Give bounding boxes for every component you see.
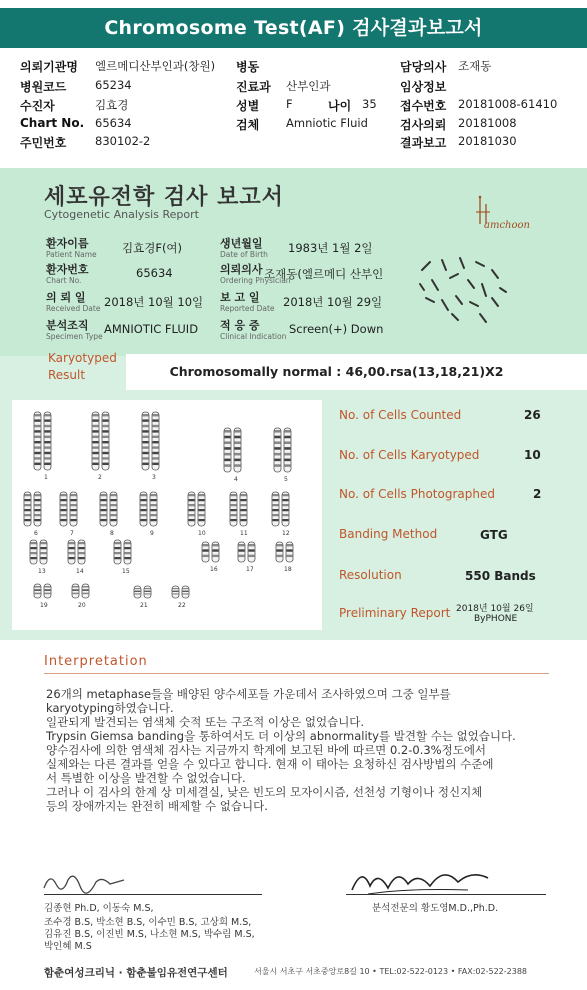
chromosome-icon xyxy=(34,492,41,526)
dept-label: 진료과 xyxy=(236,80,271,94)
chromosome-icon xyxy=(102,412,109,470)
hospital-label: 의뢰기관명 xyxy=(20,60,78,74)
chromosome-number-label: 1 xyxy=(44,474,48,481)
specimen-type-value: AMNIOTIC FLUID xyxy=(104,322,199,336)
interpretation-line: Trypsin Giemsa banding을 통하여서도 더 이상의 abnormality를 발견할 수는 없었습니다. xyxy=(46,729,516,743)
chromosome-icon xyxy=(40,540,47,564)
interpretation-title: Interpretation xyxy=(44,654,148,669)
chromosome-icon xyxy=(142,412,149,470)
staff-line: 김종현 Ph.D, 이동숙 M.S, xyxy=(44,903,154,914)
ward-label: 병동 xyxy=(236,60,260,74)
preliminary-date: 2018년 10월 26일 xyxy=(456,604,534,614)
interpretation-text xyxy=(46,687,556,813)
received-label: 의 뢰 일 Received Date xyxy=(46,291,101,313)
chromosome-icon xyxy=(34,584,41,598)
specimen-value: Amniotic Fluid xyxy=(286,116,368,130)
footer-address: 서울시 서초구 서초중앙로8길 10 • TEL:02-522-0123 • FAX:02-522-2388 xyxy=(254,967,528,976)
doctor-value: 조재동 xyxy=(458,59,492,73)
preliminary-by: ByPHONE xyxy=(474,614,518,624)
hamchoon-logo-text: amchoon xyxy=(484,220,530,231)
chromosome-icon xyxy=(140,492,147,526)
chromosome-number-label: 11 xyxy=(240,530,248,537)
chromosome-icon xyxy=(182,586,189,598)
chromosome-icon xyxy=(248,542,255,562)
sex-label: 성별 xyxy=(236,99,260,113)
cells-karyotyped-value: 10 xyxy=(524,448,541,462)
chromosome-icon xyxy=(34,412,41,470)
chromosome-number-label: 7 xyxy=(70,530,74,537)
patient-name-label: 환자이름 Patient Name xyxy=(46,237,97,259)
received-value: 2018년 10월 10일 xyxy=(104,295,204,309)
chromosome-icon xyxy=(24,492,31,526)
chromosome-icon xyxy=(124,540,131,564)
chromosome-icon xyxy=(224,428,231,472)
chromosome-icon xyxy=(44,584,51,598)
chromosome-icon xyxy=(68,540,75,564)
interpretation-line: 서 특별한 이상을 발견할 수 없었습니다. xyxy=(46,771,246,785)
chart-no-value: 65634 xyxy=(136,266,173,280)
chromosome-icon xyxy=(240,492,247,526)
patient-value: 김효경 xyxy=(95,98,129,112)
reception-label: 접수번호 xyxy=(400,99,447,113)
chromosome-number-label: 21 xyxy=(140,602,148,609)
doctor-label: 담당의사 xyxy=(400,60,447,74)
age-value: 35 xyxy=(362,97,377,111)
chromosome-icon xyxy=(274,428,281,472)
staff-line: 박인혜 M.S xyxy=(44,941,92,952)
report-title-bar: Chromosome Test(AF) 검사결과보고서 xyxy=(0,8,587,48)
banding-method-value: GTG xyxy=(480,528,508,542)
chromosome-icon xyxy=(234,428,241,472)
chromosome-icon xyxy=(134,586,141,598)
chromosome-icon xyxy=(282,492,289,526)
chromosome-number-label: 3 xyxy=(152,474,156,481)
chromosome-number-label: 15 xyxy=(122,568,130,575)
dob-value: 1983년 1월 2일 xyxy=(288,241,373,255)
left-signature-line xyxy=(44,894,262,895)
chart-label: Chart No. xyxy=(20,116,85,130)
chromosome-icon xyxy=(70,492,77,526)
metaphase-spread-icon xyxy=(412,240,512,330)
patient-label: 수진자 xyxy=(20,99,55,113)
chromosome-icon xyxy=(272,492,279,526)
reported-label: 보 고 일 Reported Date xyxy=(220,291,275,313)
left-signature-icon xyxy=(40,866,130,896)
chromosome-icon xyxy=(92,412,99,470)
report-date-label: 결과보고 xyxy=(400,136,447,150)
chromosome-number-label: 13 xyxy=(38,568,46,575)
chromosome-number-label: 9 xyxy=(150,530,154,537)
chromosome-icon xyxy=(198,492,205,526)
chromosome-icon xyxy=(202,542,209,562)
chromosome-icon xyxy=(144,586,151,598)
chromosome-number-label: 20 xyxy=(78,602,86,609)
chromosome-icon xyxy=(110,492,117,526)
chromosome-icon xyxy=(212,542,219,562)
chromosome-number-label: 2 xyxy=(98,474,102,481)
chromosome-icon xyxy=(172,586,179,598)
report-date-value: 20181030 xyxy=(458,134,517,148)
preliminary-label: Preliminary Report xyxy=(339,606,451,620)
cytogenetic-report xyxy=(0,168,587,640)
chromosome-icon xyxy=(30,540,37,564)
request-value: 20181008 xyxy=(458,116,517,130)
chromosome-icon xyxy=(72,584,79,598)
chromosome-icon xyxy=(152,412,159,470)
interpretation-divider xyxy=(44,673,549,674)
chromosome-number-label: 8 xyxy=(110,530,114,537)
right-signature-line xyxy=(346,894,546,895)
patient-name-value: 김효경F(여) xyxy=(122,241,183,255)
chromosome-icon xyxy=(114,540,121,564)
chromosome-icon xyxy=(188,492,195,526)
chromosome-number-label: 17 xyxy=(246,566,254,573)
indication-label: 적 응 증 Clinical Indication xyxy=(220,319,287,341)
chart-value: 65634 xyxy=(95,116,132,130)
chromosome-number-label: 18 xyxy=(284,566,292,573)
staff-line: 조수경 B.S, 박소현 B.S, 이수민 B.S, 고상희 M.S, xyxy=(44,917,252,928)
chromosome-number-label: 14 xyxy=(76,568,84,575)
karyotype-result: Chromosomally normal : 46,00.rsa(13,18,21)X2 xyxy=(126,354,587,390)
chromosome-icon xyxy=(276,542,283,562)
cells-counted-value: 26 xyxy=(524,408,541,422)
chromosome-number-label: 22 xyxy=(178,602,186,609)
sex-value: F xyxy=(286,97,293,111)
footer-clinic-name: 함춘여성크리닉 · 함춘불임유전연구센터 xyxy=(44,967,228,979)
interpretation-line: 26개의 metaphase들을 배양된 양수세포들 가운데서 조사하였으며 그중 일부를 xyxy=(46,687,451,701)
specimen-label: 검체 xyxy=(236,118,260,132)
dob-label: 생년월일 Date of Birth xyxy=(220,237,268,259)
physician-value: 조재동(엘르메디 산부인 xyxy=(264,267,384,281)
interpretation-line: karyotyping하였습니다. xyxy=(46,701,174,715)
dept-value: 산부인과 xyxy=(286,79,331,93)
reported-value: 2018년 10월 29일 xyxy=(283,295,383,309)
chromosome-number-label: 5 xyxy=(284,476,288,483)
staff-line: 김유진 B.S, 이진빈 M.S, 나소현 M.S, 박수림 M.S, xyxy=(44,929,255,940)
indication-value: Screen(+) Down xyxy=(289,322,384,336)
age-label: 나이 xyxy=(328,99,352,113)
clinical-label: 임상정보 xyxy=(400,80,447,94)
reception-value: 20181008-61410 xyxy=(458,97,558,111)
interpretation-line: 양수검사에 의한 염색체 검사는 지금까지 학계에 보고된 바에 따르면 0.2-0.3%정도에서 xyxy=(46,743,487,757)
chromosome-icon xyxy=(238,542,245,562)
interpretation-line: 그러나 이 검사의 한계 상 미세결실, 낮은 빈도의 모자이시즘, 선천성 기형이나 정신지체 xyxy=(46,785,483,799)
code-value: 65234 xyxy=(95,78,132,92)
chart-no-label: 환자번호 Chart No. xyxy=(46,263,89,285)
chromosome-number-label: 10 xyxy=(198,530,206,537)
specimen-type-label: 분석조직 Specimen Type xyxy=(46,319,103,341)
chromosome-icon xyxy=(82,584,89,598)
banding-method-label: Banding Method xyxy=(339,527,438,541)
chromosome-icon xyxy=(284,428,291,472)
interpretation-line: 등의 장애까지는 완전히 배제할 수 없습니다. xyxy=(46,799,268,813)
karyotyped-result-label: Karyotyped Result xyxy=(48,351,117,382)
code-label: 병원코드 xyxy=(20,80,67,94)
analyst-signature-name: 분석전문의 황도영M.D.,Ph.D. xyxy=(372,903,499,914)
request-label: 검사의뢰 xyxy=(400,118,447,132)
report-subtitle: Cytogenetic Analysis Report xyxy=(44,208,199,221)
resolution-value: 550 Bands xyxy=(465,569,536,583)
cells-karyotyped-label: No. of Cells Karyotyped xyxy=(339,448,480,462)
chromosome-number-label: 19 xyxy=(40,602,48,609)
chromosome-icon xyxy=(78,540,85,564)
chromosome-icon xyxy=(100,492,107,526)
resolution-label: Resolution xyxy=(339,568,402,582)
physician-label: 의뢰의사 Ordering Physician xyxy=(220,263,291,285)
cells-photographed-label: No. of Cells Photographed xyxy=(339,487,495,501)
resid-label: 주민번호 xyxy=(20,136,67,150)
chromosome-number-label: 4 xyxy=(234,476,238,483)
hospital-value: 엘르메디산부인과(창원) xyxy=(95,59,216,73)
interpretation-line: 일관되게 발견되는 염색체 숫적 또는 구조적 이상은 없었습니다. xyxy=(46,715,365,729)
chromosome-number-label: 6 xyxy=(34,530,38,537)
chromosome-number-label: 16 xyxy=(210,566,218,573)
chromosome-number-label: 12 xyxy=(282,530,290,537)
chromosome-icon xyxy=(230,492,237,526)
karyotype-chromosome-icons xyxy=(12,400,322,630)
interpretation-line: 실제와는 다른 결과를 얻을 수 있다고 합니다. 현재 이 태아는 요청하신 검사방법의 수준에 xyxy=(46,757,494,771)
chromosome-icon xyxy=(60,492,67,526)
chromosome-icon xyxy=(286,542,293,562)
resid-value: 830102-2 xyxy=(95,134,151,148)
report-title: 세포유전학 검사 보고서 xyxy=(44,185,284,210)
cells-photographed-value: 2 xyxy=(533,487,542,501)
cells-counted-label: No. of Cells Counted xyxy=(339,408,462,422)
chromosome-icon xyxy=(44,412,51,470)
karyotype-image xyxy=(12,400,322,630)
chromosome-icon xyxy=(150,492,157,526)
